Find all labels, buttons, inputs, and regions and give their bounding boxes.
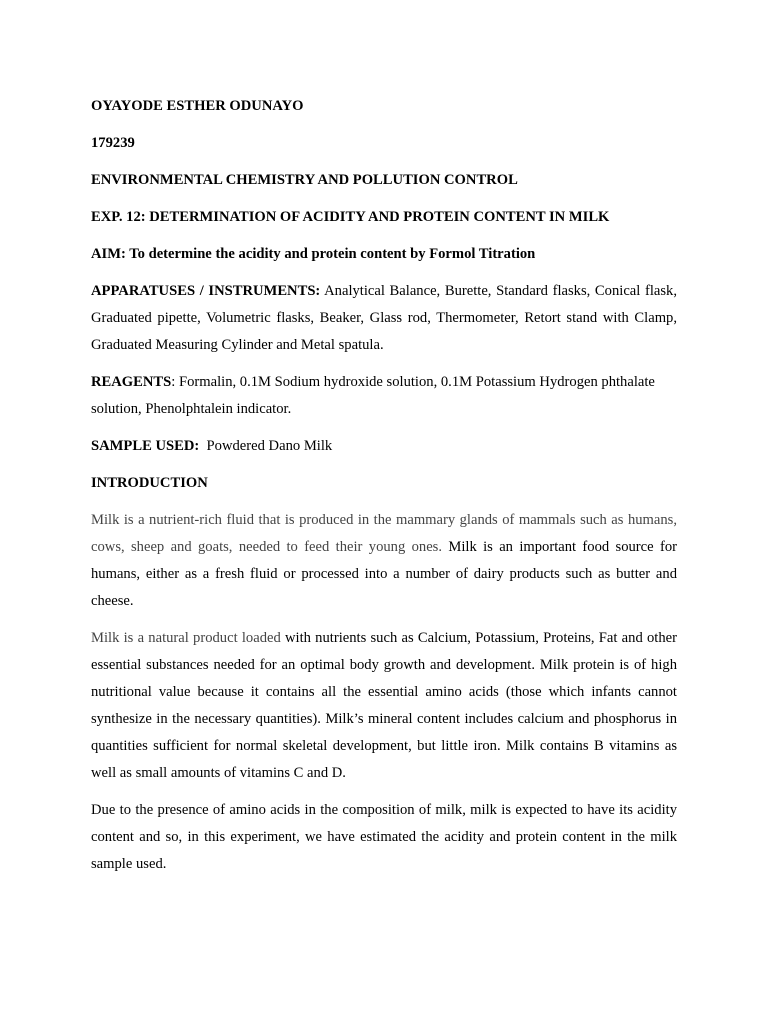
sample-paragraph <box>91 433 677 460</box>
intro-p1-highlight: Milk is a nutrient-rich fluid that is produced in the mammary glands of mammals such as humans, cows, sheep and goats, needed to feed their young ones. <box>91 512 677 555</box>
course-title: ENVIRONMENTAL CHEMISTRY AND POLLUTION CONTROL <box>91 172 518 188</box>
sample-text: Powdered Dano Milk <box>199 438 333 454</box>
reagents-paragraph <box>91 369 677 423</box>
intro-paragraph-2 <box>91 625 677 787</box>
aim-statement: AIM: To determine the acidity and protein content by Formol Titration <box>91 246 536 262</box>
intro-paragraph-3: Due to the presence of amino acids in the composition of milk, milk is expected to have its acidity content and so, in this experiment, we have estimated the acidity and protein content in the milk sample used. <box>91 802 677 872</box>
reagents-line1: : Formalin, 0.1M Sodium hydroxide solution, 0.1M Potassium Hydrogen phthalate <box>171 374 655 390</box>
apparatus-paragraph <box>91 278 677 359</box>
intro-p1-text: Milk is an important food source for humans, either as a fresh fluid or processed into a number of dairy products such as butter and cheese. <box>91 539 677 609</box>
sample-label: SAMPLE USED: <box>91 438 200 454</box>
experiment-title: EXP. 12: DETERMINATION OF ACIDITY AND PROTEIN CONTENT IN MILK <box>91 209 610 225</box>
intro-p2-highlight: Milk is a natural product loaded <box>91 630 281 646</box>
intro-paragraph-1 <box>91 507 677 615</box>
student-id: 179239 <box>91 135 135 151</box>
reagents-line2: solution, Phenolphtalein indicator. <box>91 401 292 417</box>
introduction-heading: INTRODUCTION <box>91 475 208 491</box>
student-name: OYAYODE ESTHER ODUNAYO <box>91 98 304 114</box>
apparatus-text: Analytical Balance, Burette, Standard flasks, Conical flask, Graduated pipette, Volumetric flasks, Beaker, Glass rod, Thermometer, Retort stand with Clamp, Graduated Measuring Cylinder and Metal spatula. <box>91 283 677 353</box>
intro-p2-text: with nutrients such as Calcium, Potassium, Proteins, Fat and other essential substances needed for an optimal body growth and development. Milk protein is of high nutritional value because it contains all the essential amino acids (those which infants cannot synthesize in the necessary quantities). Milk’s mineral content includes calcium and phosphorus in quantities sufficient for normal skeletal development, but little iron. Milk contains B vitamins as well as small amounts of vitamins C and D. <box>91 630 677 781</box>
document-page <box>91 93 677 888</box>
apparatus-label: APPARATUSES / INSTRUMENTS: <box>91 283 321 299</box>
reagents-label: REAGENTS <box>91 374 172 390</box>
